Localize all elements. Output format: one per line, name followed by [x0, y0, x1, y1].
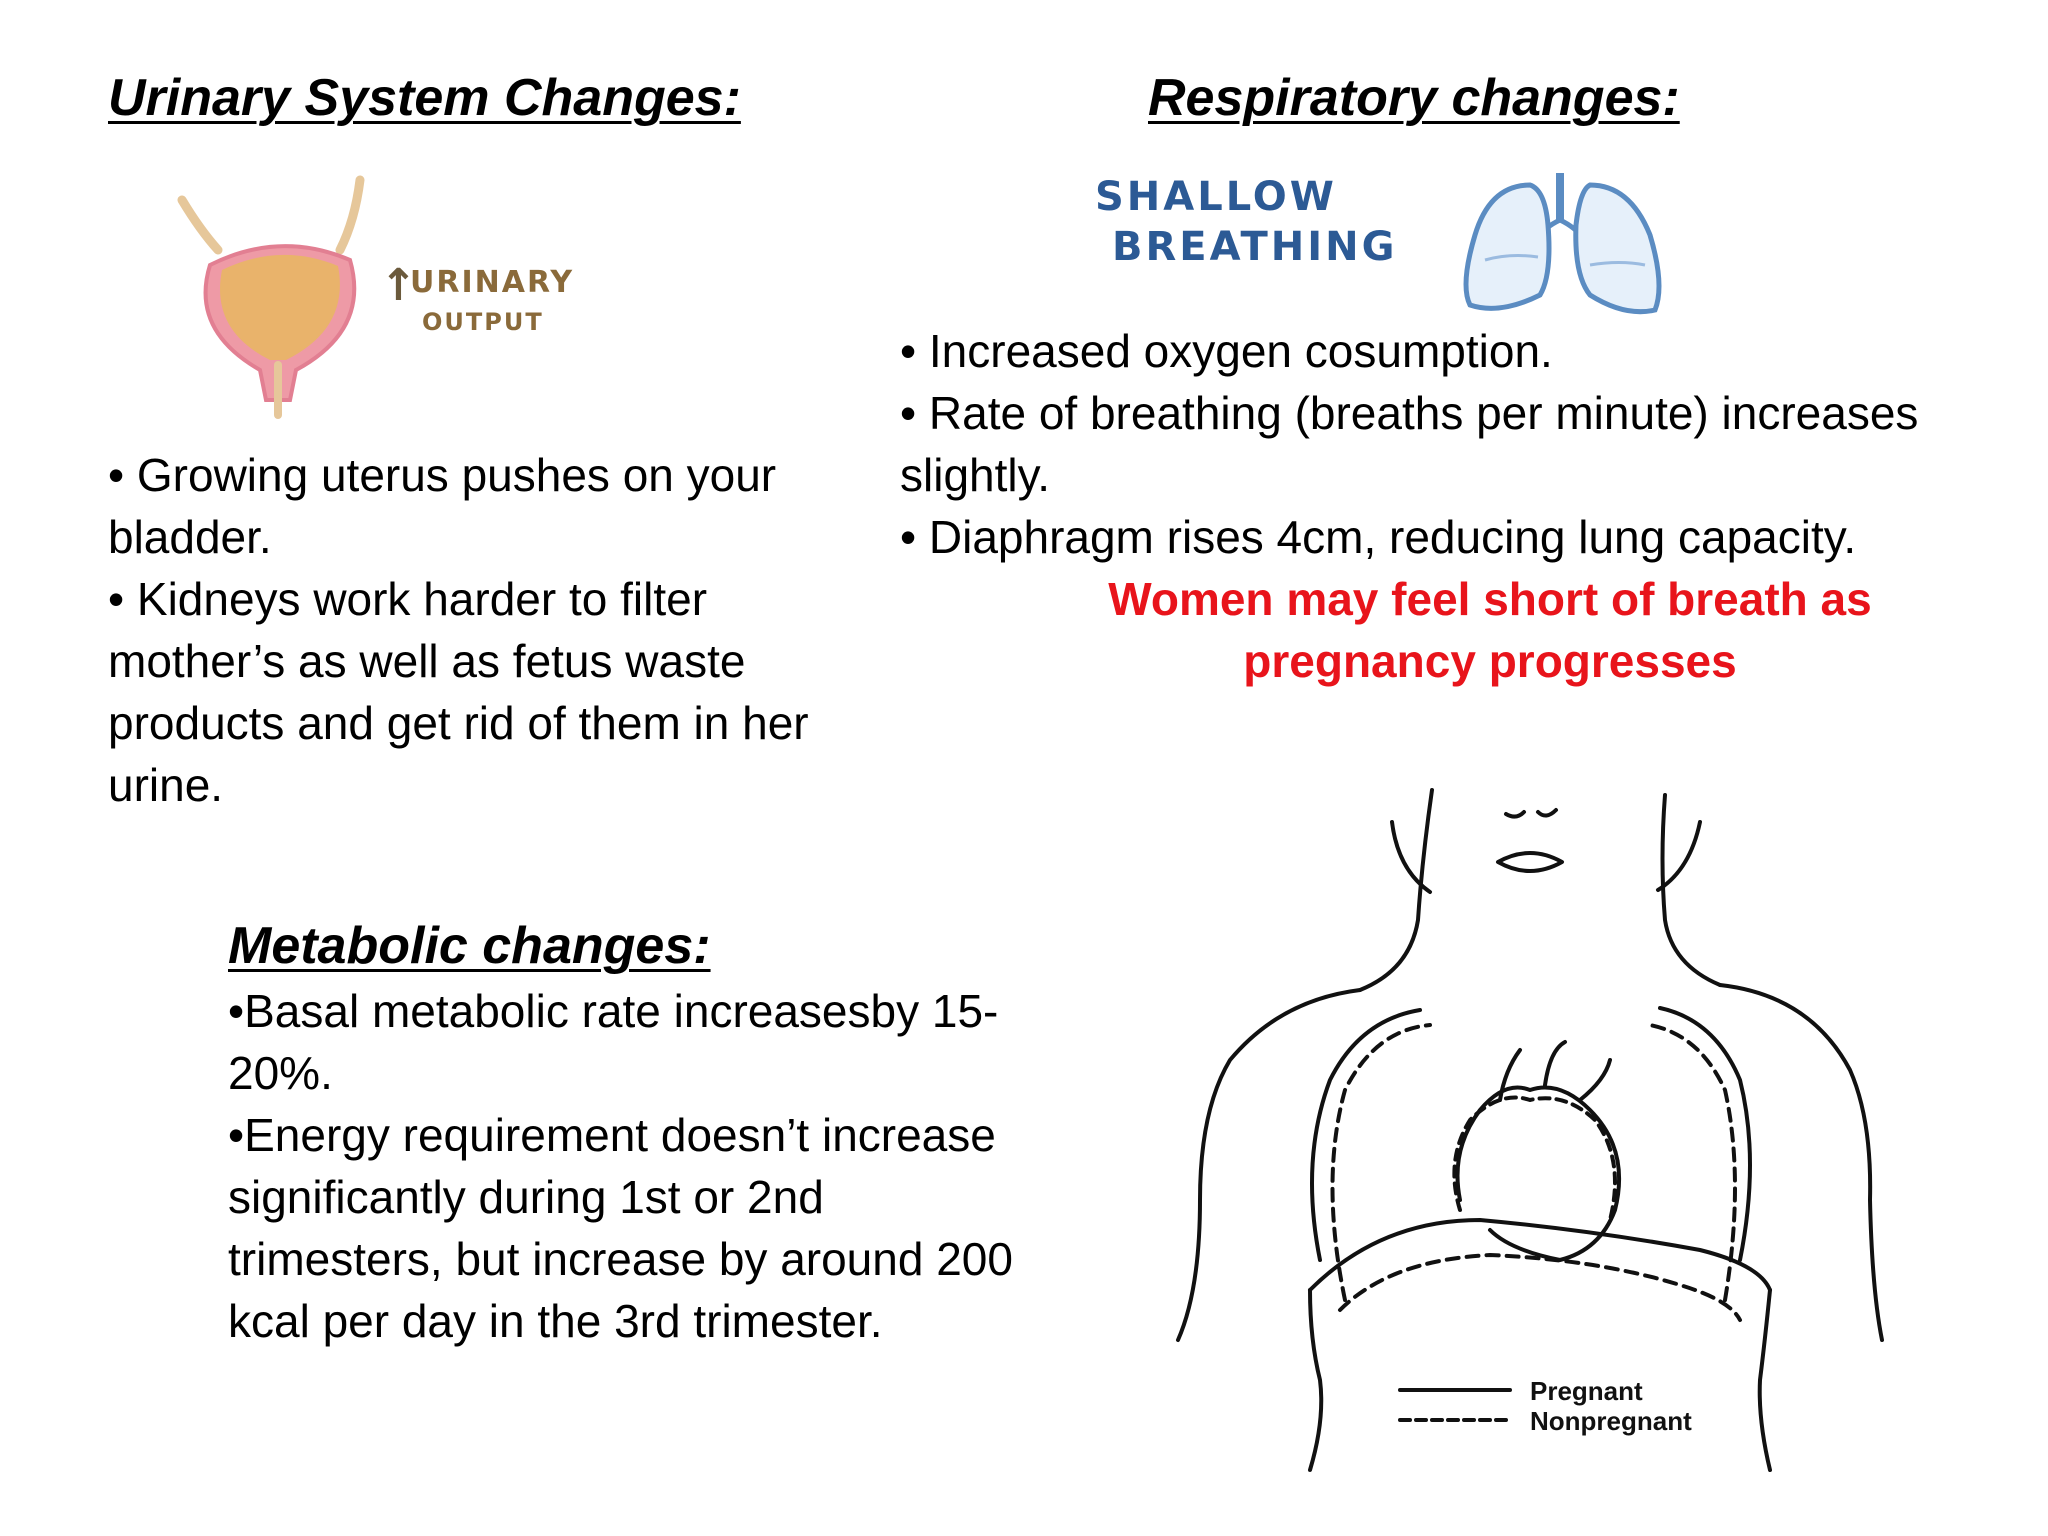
- urinary-bullet-2: • Kidneys work harder to filter mother’s as well as fetus waste products and get rid of them in her urine.: [108, 573, 809, 811]
- ribcage-pregnant-right: [1660, 1008, 1750, 1260]
- left-lung: [1466, 185, 1549, 308]
- ribcage-pregnant-left: [1312, 1010, 1420, 1260]
- shallow-label: SHALLOW: [1095, 174, 1337, 220]
- respiratory-bullet-1: • Increased oxygen cosumption.: [900, 325, 1553, 377]
- chest-diagram: [1160, 780, 1900, 1480]
- urinary-label-line1: URINARY: [410, 265, 575, 300]
- legend-pregnant-label: Pregnant: [1530, 1376, 1643, 1406]
- metabolic-bullet-1: •Basal metabolic rate increasesby 15-20%.: [228, 985, 999, 1099]
- respiratory-bullet-2: • Rate of breathing (breaths per minute) increases slightly.: [900, 387, 1919, 501]
- respiratory-heading: Respiratory changes:: [1148, 69, 1680, 127]
- warning-line-2: pregnancy progresses: [1243, 635, 1737, 687]
- urinary-bullet-1: • Growing uterus pushes on your bladder.: [108, 449, 777, 563]
- metabolic-heading: Metabolic changes:: [228, 917, 711, 975]
- lungs-illustration: [1090, 165, 1690, 325]
- urinary-bullets: [108, 444, 848, 816]
- bladder-illustration: [170, 170, 590, 420]
- right-lung: [1576, 185, 1659, 312]
- metabolic-bullet-2: •Energy requirement doesn’t increase significantly during 1st or 2nd trimesters, but increase by around 200 kcal per day in the 3rd trimester.: [228, 1109, 1013, 1347]
- shoulder-left: [1178, 990, 1360, 1340]
- mouth: [1498, 853, 1562, 871]
- neck-left: [1360, 790, 1432, 990]
- right-ureter: [340, 180, 360, 250]
- left-ureter: [182, 200, 218, 250]
- neck-right: [1663, 795, 1721, 985]
- respiratory-warning: [1000, 568, 1980, 692]
- diaphragm-nonpregnant: [1340, 1255, 1740, 1320]
- urinary-label-line2: OUTPUT: [422, 308, 544, 336]
- breathing-label: BREATHING: [1112, 224, 1398, 270]
- nose: [1506, 810, 1556, 817]
- urinary-heading: Urinary System Changes:: [108, 69, 741, 127]
- warning-line-1: Women may feel short of breath as: [1108, 573, 1872, 625]
- waist-left: [1310, 1290, 1321, 1470]
- shoulder-right: [1720, 985, 1882, 1340]
- metabolic-bullets: [228, 980, 1028, 1352]
- waist-right: [1760, 1290, 1770, 1470]
- respiratory-bullet-3: • Diaphragm rises 4cm, reducing lung capacity.: [900, 511, 1857, 563]
- respiratory-bullets: [900, 320, 2010, 568]
- legend-nonpregnant-label: Nonpregnant: [1530, 1406, 1692, 1436]
- up-arrow-icon: ↑: [380, 260, 417, 311]
